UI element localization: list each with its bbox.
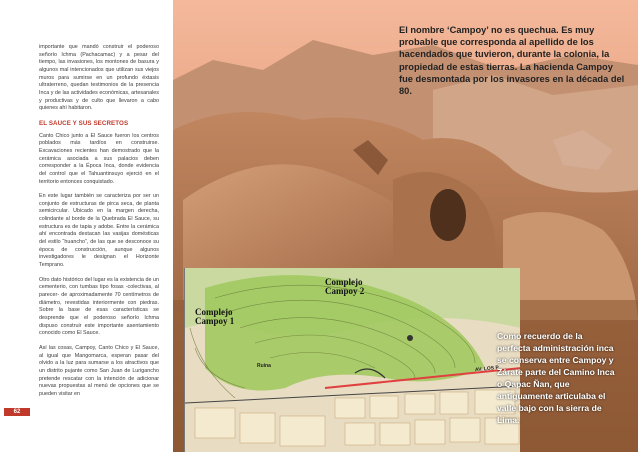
- topographic-map: [184, 268, 520, 452]
- page-number: 62: [4, 408, 30, 416]
- article-body: [39, 44, 159, 406]
- map-label-campoy-1: Complejo Campoy 1: [195, 307, 235, 326]
- pull-quote-top: El nombre ‘Campoy’ no es quechua. Es muy probable que corresponda al apellido de los hacendados que tuvieron, durante la colonia, la propiedad de estas tierras. La hacienda Campoy fue desmontada por los invasores en la década del 80.: [399, 25, 625, 97]
- paragraph: Canto Chico junto a El Sauce fueron los centros poblados más tardíos en construirse. Excavaciones recientes han demostrado que la cerámica asociada a sus palacios deben corresponder a la Época Inca, donde evidencia del control que el Tahuantinsuyo ejerció en el territorio entonces conquistado.: [39, 132, 159, 185]
- paragraph: importante que mandó construir el poderoso señorío Ichma (Pachacamac) y a pesar del tiempo, las invasiones, los montones de basura y algunos mal intencionados que utilizan sus viejos muros para sumirse en un profundo éxtasis ultraterreno, quedan testimonios de la presencia Inca y de las actividades económicas, artesanales y productivas y de culto que llevaron a cabo quienes ahí habitaron.: [39, 44, 159, 112]
- paragraph: En este lugar también se caracteriza por ser un conjunto de estructuras de pirca seca, de planta semicircular. Ubicado en la margen derecha, colindante al borde de la Quebrada El Sauce, su estructura es de tapia y adobe. Entre la cerámica ahí encontrada destacan las vasijas domésticas del estilo “huancho”, de las que se desconoce su época de construcción, aunque algunos investigadores le designan el Horizonte Temprano.: [39, 193, 159, 269]
- section-heading: EL SAUCE Y SUS SECRETOS: [39, 119, 129, 127]
- map-label-campoy-2: Complejo Campoy 2: [325, 277, 365, 296]
- pull-quote-bottom: Como recuerdo de la perfecta administración inca se conserva entre Campoy y Zárate parte del Camino Inca o Qapac Ñan, que antiguamente articulaba el valle bajo con la sierra de Lima.: [497, 331, 615, 425]
- text-column: [0, 0, 173, 452]
- paragraph: Así las cosas, Campoy, Canto Chico y El Sauce, al igual que Mangomarca, esperan pasar del olvido a la luz para sumarse a los atractivos que un distrito pujante como San Juan de Lurigancho pretende rescatar con la intención de adicionar nuevas propuestas al menú de opciones que se pueden visitar en: [39, 344, 159, 397]
- map-label-street: AV. LOS P: [474, 364, 500, 374]
- paragraph: Otro dato histórico del lugar es la existencia de un cementerio, con tumbas tipo fosas -colectivas, al parecer- de aproximadamente 70 centímetros de diámetro, revestidas interiormente con piedras. Sobre la base de esas características se desprende que el poderoso señorío Ichma dispuso construir este importante asentamiento conocido como El Sauce.: [39, 276, 159, 337]
- map-label-ruins: Ruina: [257, 363, 271, 369]
